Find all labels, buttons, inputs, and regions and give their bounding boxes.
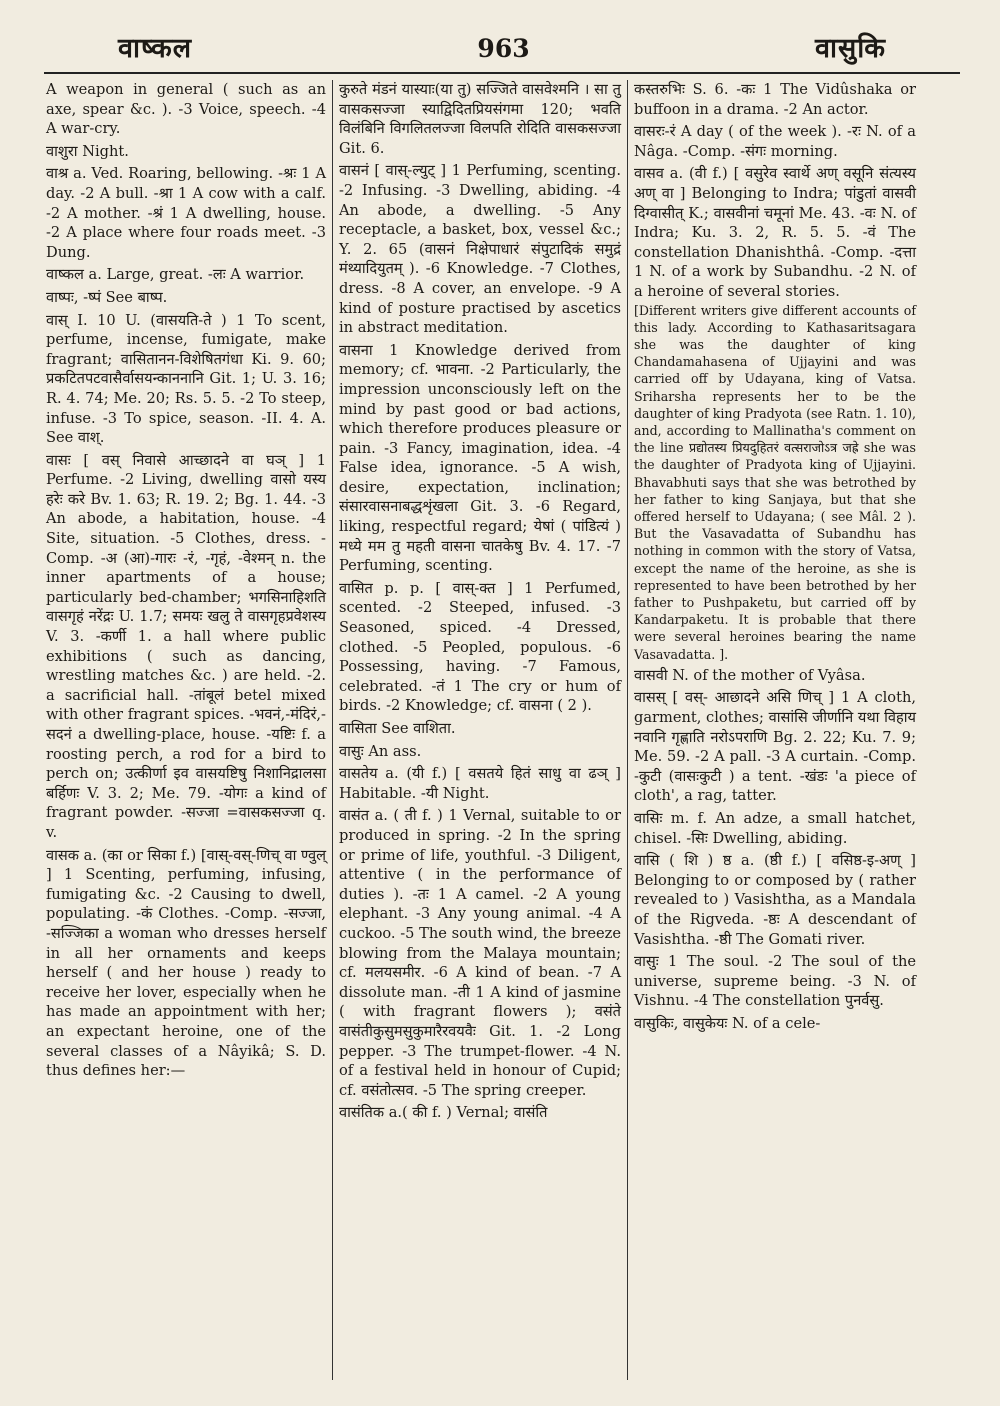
column-2 <box>332 80 628 1380</box>
entry: वासुकिः, वासुकेयः N. of a cele- <box>634 1014 821 1032</box>
entry: वासनं [ वास्-ल्युट् ] 1 Perfuming, scenting. -2 Infusing. -3 Dwelling, abiding. -4 An abode, a dwelling. -5 Any receptacle, a basket, box, vessel &c.; Y. 2. 65 (वासनं निक्षेपाधारं संपुटादिकं समुद्रं मंथ्यादियुतम् ). -6 Knowledge. -7 Clothes, dress. -8 A cover, an envelope. -9 A kind of posture practised by ascetics in abstract meditation. <box>339 162 621 337</box>
entry: A weapon in general ( such as an axe, spear &c. ). -3 Voice, speech. -4 A war-cry. <box>46 81 326 138</box>
entry: वाष्कल a. Large, great. -लः A warrior. <box>46 266 305 284</box>
entry: वासवी N. of the mother of Vyâsa. <box>634 666 866 684</box>
entry: वासः [ वस् निवासे आच्छादने वा घञ् ] 1 Perfume. -2 Living, dwelling वासो यस्य हरेः करे Bv. 1. 63; R. 19. 2; Bg. 1. 44. -3 An abode, a habitation, house. -4 Site, situation. -5 Clothes, dress. -Comp. -अ (आ)-गारः -रं, -गृहं, -वेश्मन् n. the inner apartments of a house; particularly bed-chamber; भगसिनाहिशति वासगृहं नरेंद्रः U. 1.7; समयः खलु ते वासगृहप्रवेशस्य V. 3. -कर्णी 1. a hall where public exhibitions ( such as dancing, wrestling matches &c. ) are held. -2. a sacrificial hall. -तांबूलं betel mixed with other fragrant spices. -भवनं,-मंदिरं,-सदनं a dwelling-place, house. -यष्टिः f. a roosting perch, a rod for a bird to perch on; उत्कीर्णा इव वासयष्टिषु निशानिद्रालसा बर्हिणः V. 3. 2; Me. 79. -योगः a kind of fragrant powder. -सज्जा =वासकसज्जा q. v. <box>46 451 326 841</box>
entry: वासि ( शि ) ष्ठ a. (ष्ठी f.) [ वसिष्ठ-इ-अण् ] Belonging to or composed by ( rather revealed to ) Vasishtha, as a Mandala of the Rigveda. -ष्ठः A descendant of Vasishtha. -ष्ठी The Gomati river. <box>634 852 916 948</box>
entry: कुरुते मंडनं यास्याः(या तु) सज्जिते वासवेश्मनि । सा तु वासकसज्जा स्याद्विदितप्रियसंगमा 120; भवति विलंबिनि विगलितलज्जा विलपति रोदिति वासकसज्जा Git. 6. <box>339 81 621 157</box>
entry: वासतेय a. (यी f.) [ वसतये हितं साधु वा ढञ् ] Habitable. -यी Night. <box>339 765 621 802</box>
entry: वासव a. (वी f.) [ वसुरेव स्वार्थे अण् वसूनि संत्यस्य अण् वा ] Belonging to Indra; पांडुतां वासवी दिग्वासीत् K.; वासवीनां चमूनां Me. 43. -वः N. of Indra; Ku. 3. 2, R. 5. 5. -वं The constellation Dhanishthâ. -Comp. -दत्ता 1 N. of a work by Subandhu. -2 N. of a heroine of several stories. <box>634 165 916 300</box>
column-1 <box>40 80 332 1380</box>
entry: कस्तरुभिः S. 6. -कः 1 The Vidûshaka or buffoon in a drama. -2 An actor. <box>634 81 916 118</box>
left-guide-word: वाष्कल <box>118 33 193 64</box>
entry: वासंतिक a.( की f. ) Vernal; वासंति <box>339 1104 548 1122</box>
entry: वासना 1 Knowledge derived from memory; cf. भावना. -2 Particularly, the impression unconsciously left on the mind by past good or bad actions, which therefore produces pleasure or pain. -3 Fancy, imagination, idea. -4 False idea, ignorance. -5 A wish, desire, expectation, inclination; संसारवासनाबद्धशृंखला Git. 3. -6 Regard, liking, respectful regard; येषां ( पांडित्यं ) मध्ये मम तु महती वासना चातकेषु Bv. 4. 17. -7 Perfuming, scenting. <box>339 341 621 575</box>
entry: वासंत a. ( ती f. ) 1 Vernal, suitable to or produced in spring. -2 In the spring or prime of life, youthful. -3 Diligent, attentive ( in the performance of duties ). -तः 1 A camel. -2 A young elephant. -3 Any young animal. -4 A cuckoo. -5 The south wind, the breeze blowing from the Malaya mountain; cf. मलयसमीर. -6 A kind of bean. -7 A dissolute man. -ती 1 A kind of jasmine ( with fragrant flowers ); वसंते वासंतीकुसुमसुकुमारैरवयवैः Git. 1. -2 Long pepper. -3 The trumpet-flower. -4 N. of a festival held in honour of Cupid; cf. वसंतोत्सव. -5 The spring creeper. <box>339 807 621 1099</box>
entry: वासिः m. f. An adze, a small hatchet, chisel. -सिः Dwelling, abiding. <box>634 809 916 847</box>
entry: वासक a. (का or सिका f.) [वास्-वस्-णिच् वा ण्वुल् ] 1 Scenting, perfuming, infusing, fumigating &c. -2 Causing to dwell, populating. -कं Clothes. -Comp. -सज्जा, -सज्जिका a woman who dresses herself in all her ornaments and keeps herself ( and her house ) ready to receive her lover, especially when he has made an appointment with her; an expectant heroine, one of the several classes of a Nâyikâ; S. D. thus defines her:— <box>46 846 326 1080</box>
entry: वास् I. 10 U. (वासयति-ते ) 1 To scent, perfume, incense, fumigate, make fragrant; वासितानन-विशेषितगंधा Ki. 9. 60; प्रकटितपटवासैर्वासयन्काननानि Git. 1; U. 3. 16; R. 4. 74; Me. 20; Rs. 5. 5. -2 To steep, infuse. -3 To spice, season. -II. 4. A. See वाश्. <box>46 311 326 447</box>
entry: वासरः-रं A day ( of the week ). -रः N. of a Nâga. -Comp. -संगः morning. <box>634 123 916 160</box>
entry: वासित p. p. [ वास्-क्त ] 1 Perfumed, scented. -2 Steeped, infused. -3 Seasoned, spiced. -4 Dressed, clothed. -5 Peopled, populous. -6 Possessing, having. -7 Famous, celebrated. -तं 1 The cry or hum of birds. -2 Knowledge; cf. वासना ( 2 ). <box>339 579 621 715</box>
entry: वाशुरा Night. <box>46 142 129 160</box>
running-header <box>44 28 960 74</box>
entry: वासुः An ass. <box>339 742 422 760</box>
column-3 <box>628 80 922 1380</box>
entry: वाश्र a. Ved. Roaring, bellowing. -श्रः 1 A day. -2 A bull. -श्रा 1 A cow with a calf. -2 A mother. -श्रं 1 A dwelling, house. -2 A place where four roads meet. -3 Dung. <box>46 165 326 261</box>
page-number: 963 <box>477 34 530 63</box>
entry: वाष्पः, -ष्पं See बाष्प. <box>46 288 168 306</box>
vasavadatta-note: [Different writers give different accounts of this lady. According to Kathasaritsagara she was the daughter of king Chandamahasena of Ujjayini and was carried off by Udayana, king of Vatsa. Sriharsha represents her to be the daughter of king Pradyota (see Ratn. 1. 10), and, according to Mallinatha's comment on the line प्रद्योतस्य प्रियदुहितरं वत्सराजोऽत्र जह्रे she was the daughter of Pradyota king of Ujjayini. Bhavabhuti says that she was betrothed by her father to king Sanjaya, but that she offered herself to Udayana; ( see Mâl. 2 ). But the Vasavadatta of Subandhu has nothing in common with the story of Vatsa, except the name of the heroine, as she is represented to have been betrothed by her father to Pushpaketu, but carried off by Kandarpaketu. It is probable that there were several heroines bearing the name Vasavadatta. ]. <box>634 302 916 662</box>
text-columns <box>40 80 964 1380</box>
right-guide-word: वासुकि <box>814 33 886 64</box>
entry: वासुः 1 The soul. -2 The soul of the universe, supreme being. -3 N. of Vishnu. -4 The constellation पुनर्वसु. <box>634 953 916 1010</box>
entry: वासिता See वाशिता. <box>339 720 456 737</box>
entry: वासस् [ वस्- आछादने असि णिच् ] 1 A cloth, garment, clothes; वासांसि जीर्णानि यथा विहाय नवानि गृह्णाति नरोऽपराणि Bg. 2. 22; Ku. 7. 9; Me. 59. -2 A pall. -3 A curtain. -Comp. -कुटी (वासःकुटी ) a tent. -खंडः 'a piece of cloth', a rag, tatter. <box>634 689 916 805</box>
